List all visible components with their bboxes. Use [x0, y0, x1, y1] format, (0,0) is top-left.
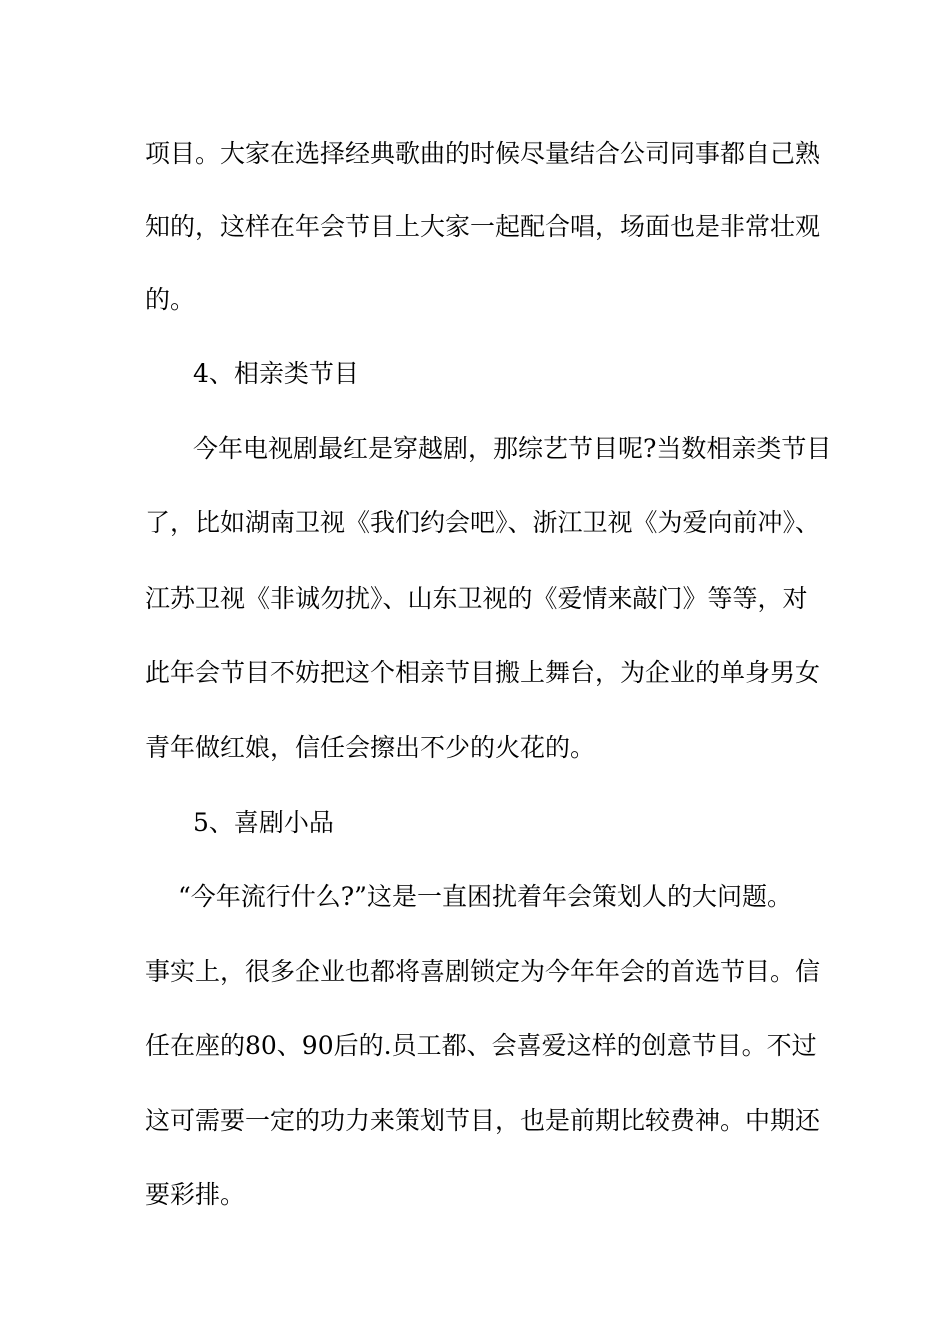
text-line: 这可需要一定的功力来策划节目，也是前期比较费神。中期还: [145, 1106, 821, 1135]
text-line: 的。: [145, 285, 196, 314]
section-heading: 5、喜剧小品: [193, 808, 334, 837]
text-line: 江苏卫视《非诚勿扰》、山东卫视的《爱情来敲门》等等，对: [145, 584, 808, 613]
text-line: 知的，这样在年会节目上大家一起配合唱，场面也是非常壮观: [145, 212, 821, 241]
text-line: 青年做红娘，信任会擦出不少的火花的。: [145, 733, 596, 762]
section-heading: 4、相亲类节目: [193, 359, 359, 388]
text-line: “今年流行什么?”这是一直困扰着年会策划人的大问题。: [178, 882, 792, 911]
text-line: 任在座的80、90后的.员工都、会喜爱这样的创意节目。不过: [145, 1031, 817, 1060]
text-line: 今年电视剧最红是穿越剧，那综艺节目呢?当数相亲类节目: [193, 434, 832, 463]
text-line: 项目。大家在选择经典歌曲的时候尽量结合公司同事都自己熟: [145, 139, 821, 168]
text-line: 事实上，很多企业也都将喜剧锁定为今年年会的首选节目。信: [145, 957, 821, 986]
text-line: 此年会节目不妨把这个相亲节目搬上舞台，为企业的单身男女: [145, 658, 821, 687]
text-line: 了，比如湖南卫视《我们约会吧》、浙江卫视《为爱向前冲》、: [145, 508, 821, 537]
text-line: 要彩排。: [145, 1180, 246, 1209]
